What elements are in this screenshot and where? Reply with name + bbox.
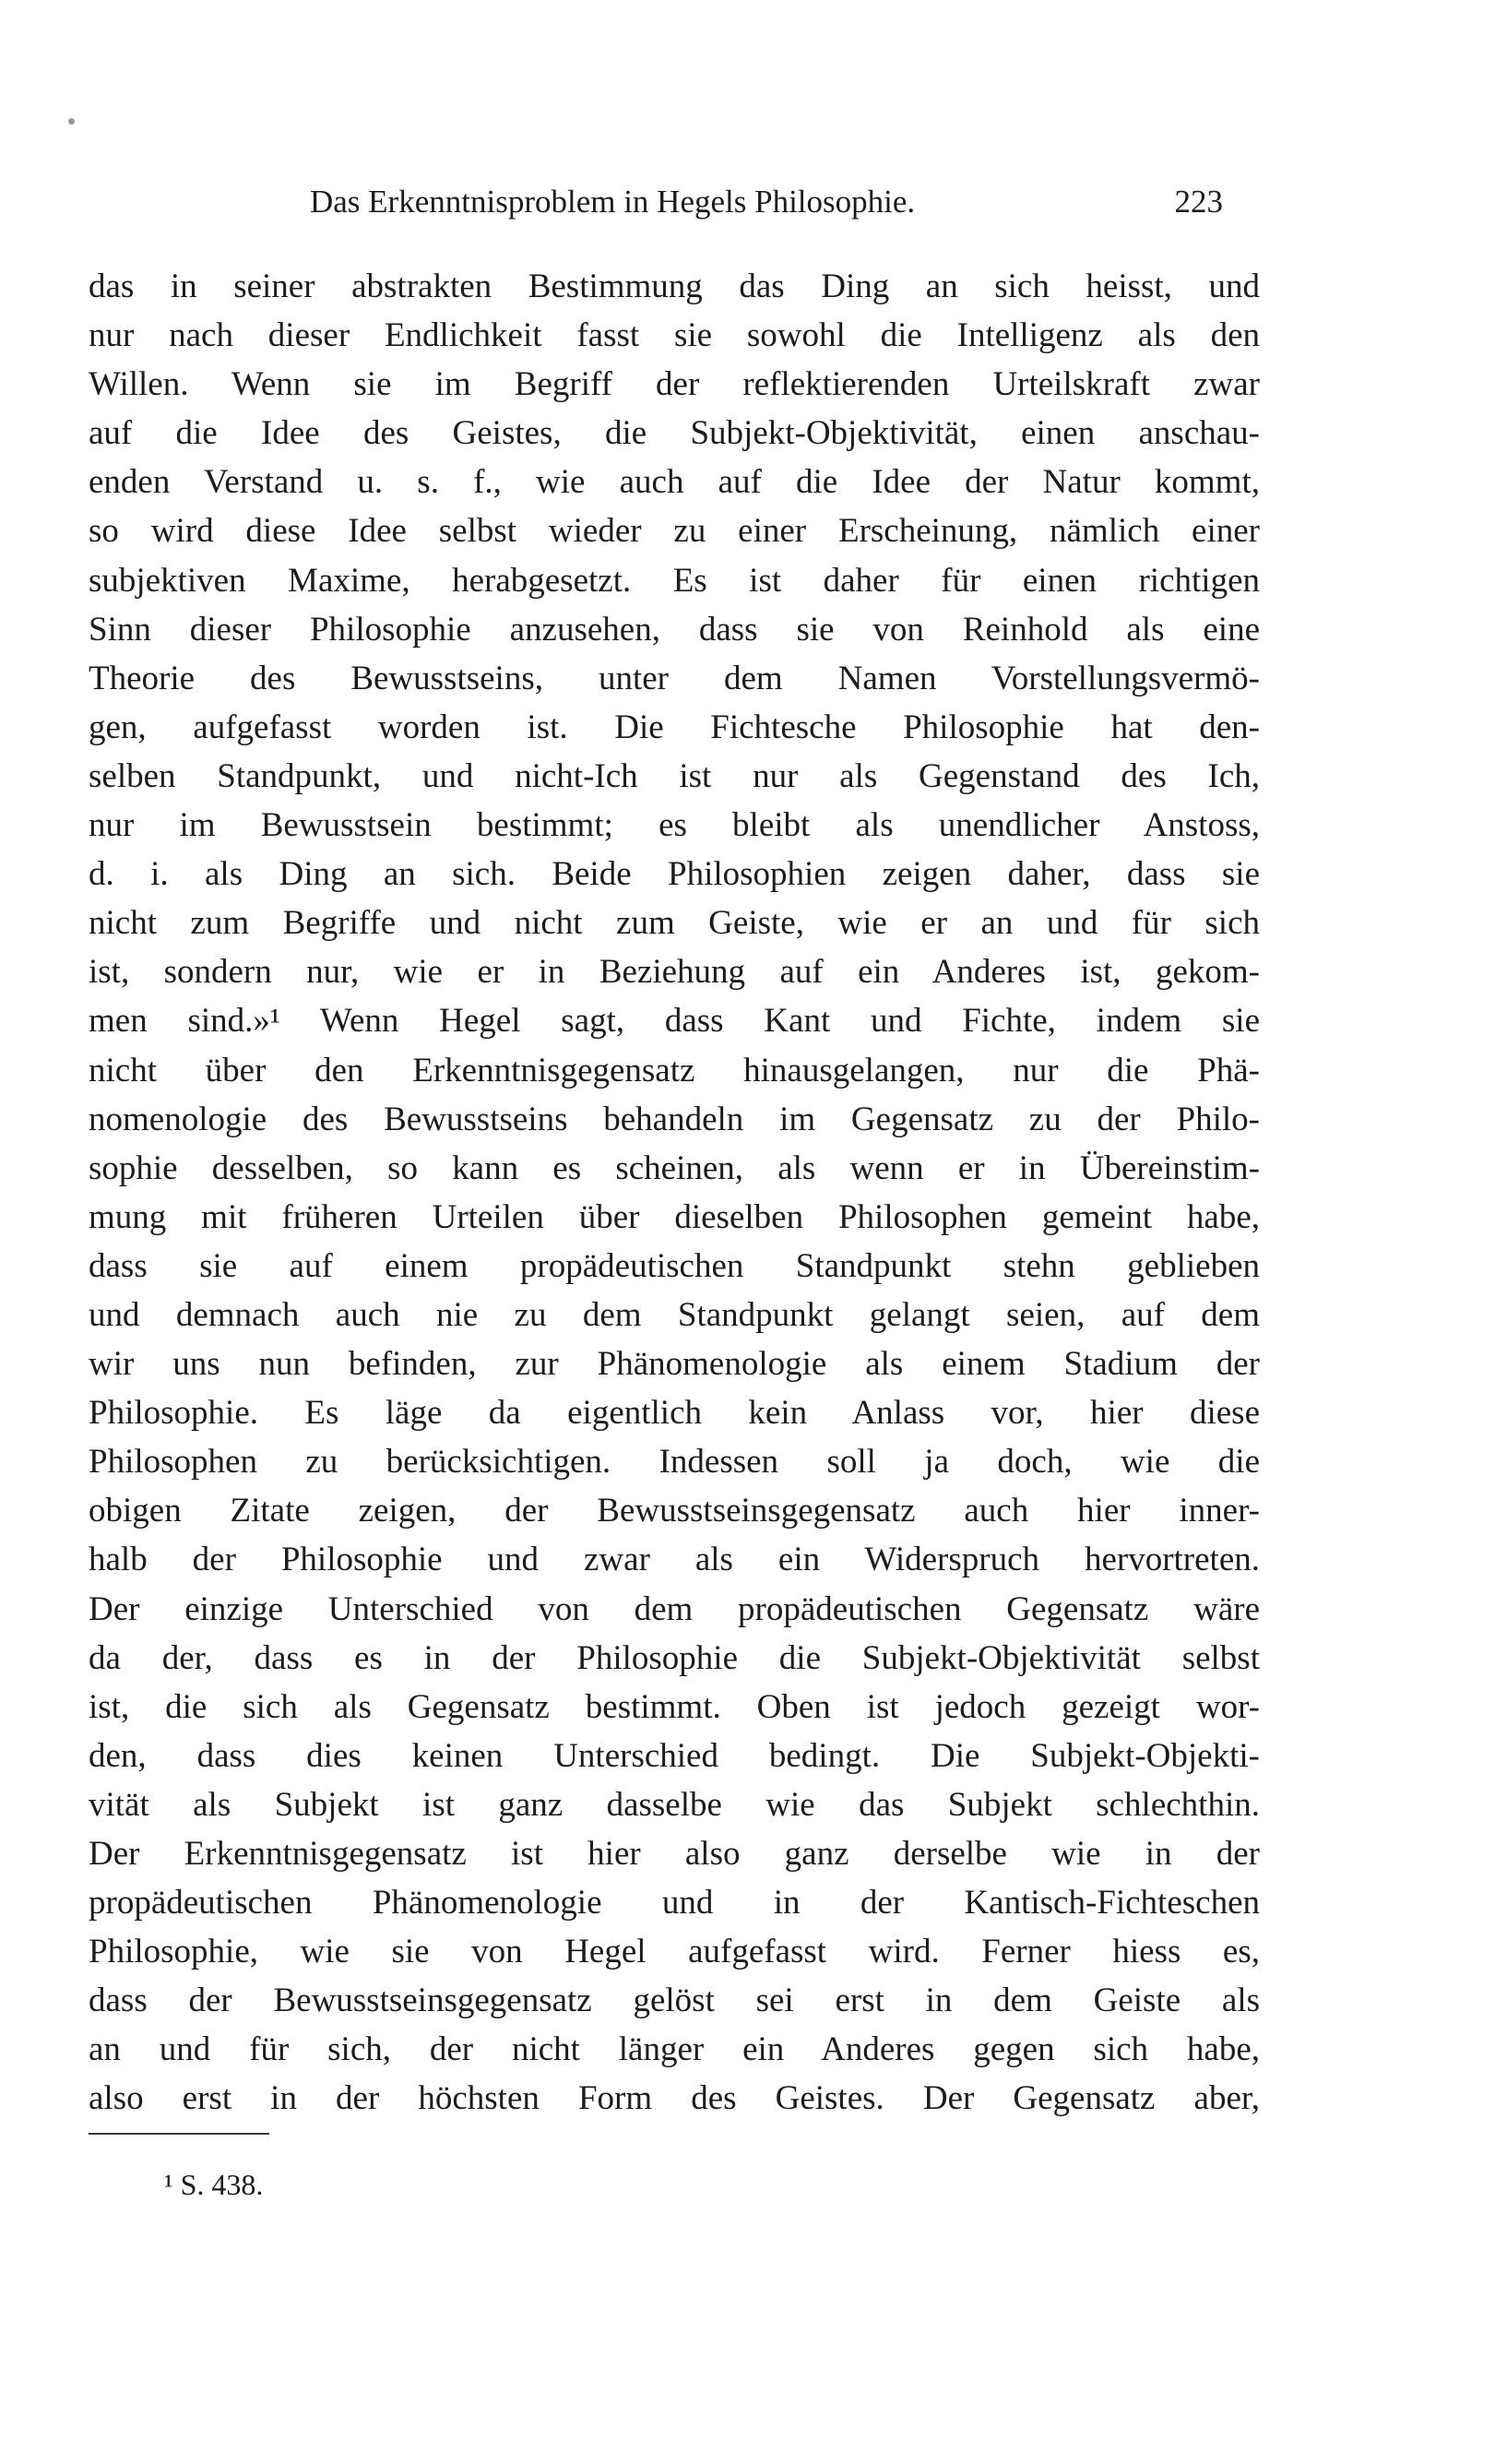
text-line: dass sie auf einem propädeutischen Standpunkt stehn geblieben <box>89 1246 1260 1285</box>
scan-speck <box>68 118 75 125</box>
text-line: Philosophie, wie sie von Hegel aufgefasst wird. Ferner hiess es, <box>89 1933 1260 1971</box>
text-line: dass der Bewusstseinsgegensatz gelöst sei erst in dem Geiste als <box>89 1982 1260 2020</box>
text-line: nicht zum Begriffe und nicht zum Geiste, wie er an und für sich <box>89 904 1260 943</box>
text-line: den, dass dies keinen Unterschied bedingt. Die Subjekt-Objekti- <box>89 1736 1260 1775</box>
text-line: d. i. als Ding an sich. Beide Philosophien zeigen daher, dass sie <box>89 855 1260 894</box>
text-line: Der Erkenntnisgegensatz ist hier also ganz derselbe wie in der <box>89 1835 1260 1873</box>
body-text <box>89 262 1260 2124</box>
running-title: Das Erkenntnisproblem in Hegels Philosophie. <box>310 184 916 220</box>
text-line: selben Standpunkt, und nicht-Ich ist nur als Gegenstand des Ich, <box>89 756 1260 795</box>
text-line: ist, die sich als Gegensatz bestimmt. Oben ist jedoch gezeigt wor- <box>89 1687 1260 1726</box>
text-line: wir uns nun befinden, zur Phänomenologie als einem Stadium der <box>89 1345 1260 1384</box>
text-line: also erst in der höchsten Form des Geistes. Der Gegensatz aber, <box>89 2079 1260 2118</box>
text-line: nomenologie des Bewusstseins behandeln im Gegensatz zu der Philo- <box>89 1100 1260 1138</box>
text-line: vität als Subjekt ist ganz dasselbe wie das Subjekt schlechthin. <box>89 1785 1260 1824</box>
text-line: so wird diese Idee selbst wieder zu einer Erscheinung, nämlich einer <box>89 512 1260 551</box>
text-line: gen, aufgefasst worden ist. Die Fichtesche Philosophie hat den- <box>89 708 1260 746</box>
text-line: Theorie des Bewusstseins, unter dem Namen Vorstellungsvermö- <box>89 659 1260 697</box>
text-line: Philosophen zu berücksichtigen. Indessen soll ja doch, wie die <box>89 1443 1260 1482</box>
text-line: Philosophie. Es läge da eigentlich kein Anlass vor, hier diese <box>89 1394 1260 1433</box>
page-number: 223 <box>1174 184 1223 220</box>
text-line: propädeutischen Phänomenologie und in der Kantisch-Fichteschen <box>89 1884 1260 1922</box>
footnote: ¹ S. 438. <box>164 2168 264 2201</box>
text-line: mung mit früheren Urteilen über dieselben Philosophen gemeint habe, <box>89 1197 1260 1236</box>
text-line: ist, sondern nur, wie er in Beziehung auf ein Anderes ist, gekom- <box>89 953 1260 992</box>
text-line: nicht über den Erkenntnisgegensatz hinausgelangen, nur die Phä- <box>89 1051 1260 1089</box>
text-line: subjektiven Maxime, herabgesetzt. Es ist daher für einen richtigen <box>89 561 1260 600</box>
text-line: das in seiner abstrakten Bestimmung das Ding an sich heisst, und <box>89 268 1260 305</box>
text-line: obigen Zitate zeigen, der Bewusstseinsgegensatz auch hier inner- <box>89 1492 1260 1530</box>
text-line: Willen. Wenn sie im Begriff der reflektierenden Urteilskraft zwar <box>89 365 1260 404</box>
text-line: nur im Bewusstsein bestimmt; es bleibt als unendlicher Anstoss, <box>89 806 1260 845</box>
text-line: men sind.»¹ Wenn Hegel sagt, dass Kant und Fichte, indem sie <box>89 1002 1260 1041</box>
text-line: enden Verstand u. s. f., wie auch auf die Idee der Natur kommt, <box>89 463 1260 502</box>
text-line: sophie desselben, so kann es scheinen, als wenn er in Übereinstim- <box>89 1149 1260 1187</box>
footnote-rule <box>89 2133 269 2135</box>
text-line: halb der Philosophie und zwar als ein Widerspruch hervortreten. <box>89 1541 1260 1579</box>
running-header <box>310 181 1223 223</box>
text-line: an und für sich, der nicht länger ein Anderes gegen sich habe, <box>89 2030 1260 2069</box>
text-line: nur nach dieser Endlichkeit fasst sie sowohl die Intelligenz als den <box>89 316 1260 355</box>
text-line: Sinn dieser Philosophie anzusehen, dass sie von Reinhold als eine <box>89 610 1260 649</box>
text-line: da der, dass es in der Philosophie die Subjekt-Objektivität selbst <box>89 1638 1260 1677</box>
text-line: auf die Idee des Geistes, die Subjekt-Objektivität, einen anschau- <box>89 414 1260 453</box>
text-line: und demnach auch nie zu dem Standpunkt gelangt seien, auf dem <box>89 1295 1260 1334</box>
text-line: Der einzige Unterschied von dem propädeutischen Gegensatz wäre <box>89 1589 1260 1628</box>
